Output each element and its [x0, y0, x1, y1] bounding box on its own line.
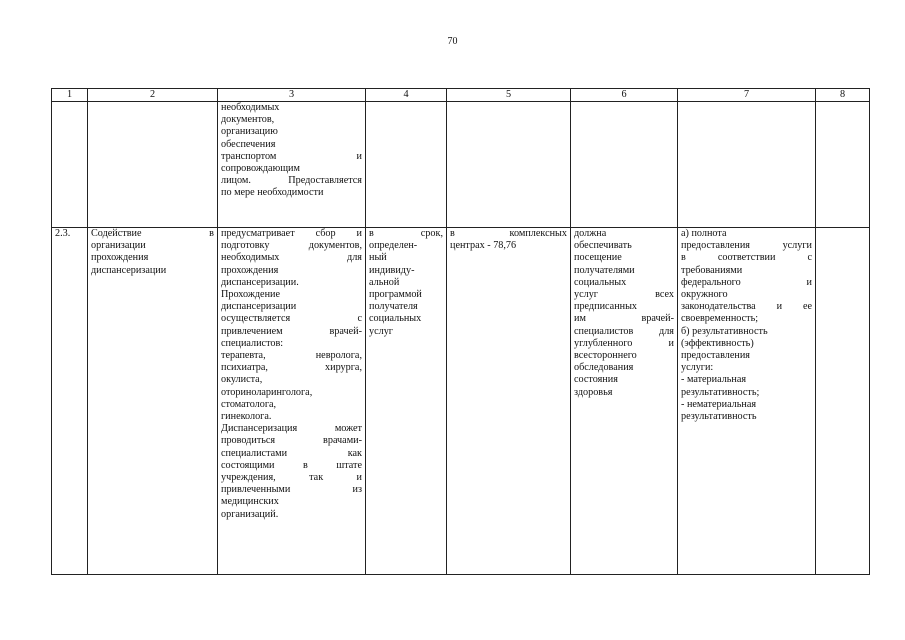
- text-line: Прохождение: [221, 289, 281, 301]
- text-line: диспансеризации: [221, 301, 297, 313]
- text-line: гинеколога.: [221, 411, 272, 423]
- text-line: медицинских: [221, 496, 279, 508]
- header-col-4: 4: [366, 89, 447, 102]
- header-col-2: 2: [88, 89, 218, 102]
- text-line: обследования: [574, 362, 634, 374]
- cell-tariff: [447, 228, 571, 575]
- cell-service-term: [366, 228, 447, 575]
- cell-empty: [571, 102, 678, 228]
- text-line: организацию: [221, 126, 278, 138]
- text-line: всестороннего: [574, 350, 637, 362]
- page-number: 70: [447, 36, 458, 47]
- text-line: им врачей-: [574, 313, 674, 325]
- services-table: [51, 88, 870, 575]
- text-line: обеспечивать: [574, 240, 632, 252]
- header-col-7: 7: [678, 89, 816, 102]
- text-line: состоящими в штате: [221, 459, 362, 471]
- cell-empty: [816, 228, 870, 575]
- text-line: привлеченными из: [221, 484, 362, 496]
- text-line: в соответствии с: [681, 252, 812, 264]
- text-line: результативность;: [681, 386, 760, 398]
- text-line: должна: [574, 228, 607, 239]
- text-line: состояния: [574, 374, 618, 386]
- text-line: своевременность;: [681, 313, 759, 325]
- text-line: оториноларинголога,: [221, 386, 313, 398]
- cell-empty: [52, 102, 88, 228]
- text-line: организаций.: [221, 508, 279, 520]
- cell-row-number: 2.3.: [52, 228, 88, 575]
- text-line: терапевта, невролога,: [221, 350, 362, 362]
- text-line: предусматривает сбор и: [221, 228, 362, 239]
- text-line: психиатра, хирурга,: [221, 362, 362, 374]
- text-line: услуги:: [681, 362, 714, 374]
- text-line: получателями: [574, 264, 635, 276]
- text-line: привлечением врачей-: [221, 325, 362, 337]
- cell-service-name: [88, 228, 218, 575]
- text-line: в комплексных: [450, 228, 567, 239]
- text-line: федерального и: [681, 276, 812, 288]
- cell-empty: [366, 102, 447, 228]
- text-line: стоматолога,: [221, 398, 277, 410]
- text-line: определен-: [369, 240, 418, 252]
- text-line: обеспечения: [221, 138, 276, 150]
- text-line: диспансеризации: [91, 264, 167, 276]
- text-line: углубленного и: [574, 337, 674, 349]
- text-line: окулиста,: [221, 374, 263, 386]
- text-line: прохождения: [221, 264, 279, 276]
- cell-empty: [678, 102, 816, 228]
- cell-empty: [447, 102, 571, 228]
- text-line: осуществляется с: [221, 313, 362, 325]
- header-col-8: 8: [816, 89, 870, 102]
- text-line: индивиду-: [369, 264, 415, 276]
- text-line: центрах - 78,76: [450, 240, 517, 252]
- table-row-continuation: [52, 102, 870, 228]
- text-line: в срок,: [369, 228, 443, 239]
- text-line: услуг всех: [574, 289, 674, 301]
- cell-service-description: [218, 228, 366, 575]
- text-line: прохождения: [91, 252, 149, 264]
- text-line: ный: [369, 252, 387, 264]
- text-line: здоровья: [574, 386, 613, 398]
- text-line: предоставления: [681, 350, 750, 362]
- text-line: результативность: [681, 411, 757, 423]
- text-line: специалистов:: [221, 337, 284, 349]
- text-line: необходимых: [221, 102, 280, 113]
- text-line: социальных: [574, 276, 627, 288]
- cell-evaluation-conditions: [678, 228, 816, 575]
- cell-empty: [88, 102, 218, 228]
- text-line: Содействие в: [91, 228, 214, 239]
- text-line: а) полнота: [681, 228, 727, 239]
- header-col-6: 6: [571, 89, 678, 102]
- text-line: социальных: [369, 313, 422, 325]
- text-line: специалистов для: [574, 325, 674, 337]
- text-line: услуг: [369, 325, 393, 337]
- text-line: предписанных: [574, 301, 638, 313]
- table-row-2-3: [52, 228, 870, 575]
- text-line: документов,: [221, 114, 275, 126]
- text-line: подготовку документов,: [221, 240, 362, 252]
- text-line: б) результативность: [681, 325, 768, 337]
- text-line: предоставления услуги: [681, 240, 812, 252]
- text-line: (эффективность): [681, 337, 754, 349]
- cell-description-continued: [218, 102, 366, 228]
- text-line: диспансеризации.: [221, 276, 299, 288]
- text-line: альной: [369, 276, 400, 288]
- text-line: учреждения, так и: [221, 472, 362, 484]
- text-line: требованиями: [681, 264, 743, 276]
- text-line: организации: [91, 240, 146, 252]
- text-line: проводиться врачами-: [221, 435, 362, 447]
- text-line: - материальная: [681, 374, 747, 386]
- header-col-1: 1: [52, 89, 88, 102]
- text-line: сопровождающим: [221, 163, 300, 175]
- header-col-5: 5: [447, 89, 571, 102]
- text-line: посещение: [574, 252, 622, 264]
- text-line: Диспансеризация может: [221, 423, 362, 435]
- text-line: окружного: [681, 289, 728, 301]
- text-line: лицом. Предоставляется: [221, 175, 362, 187]
- text-line: транспортом и: [221, 150, 362, 162]
- cell-quality-indicators: [571, 228, 678, 575]
- text-line: получателя: [369, 301, 418, 313]
- header-row: [52, 89, 870, 102]
- text-line: законодательства и ее: [681, 301, 812, 313]
- text-line: по мере необходимости: [221, 187, 324, 199]
- text-line: программой: [369, 289, 422, 301]
- text-line: необходимых для: [221, 252, 362, 264]
- cell-empty: [816, 102, 870, 228]
- header-col-3: 3: [218, 89, 366, 102]
- text-line: - нематериальная: [681, 398, 757, 410]
- text-line: специалистами как: [221, 447, 362, 459]
